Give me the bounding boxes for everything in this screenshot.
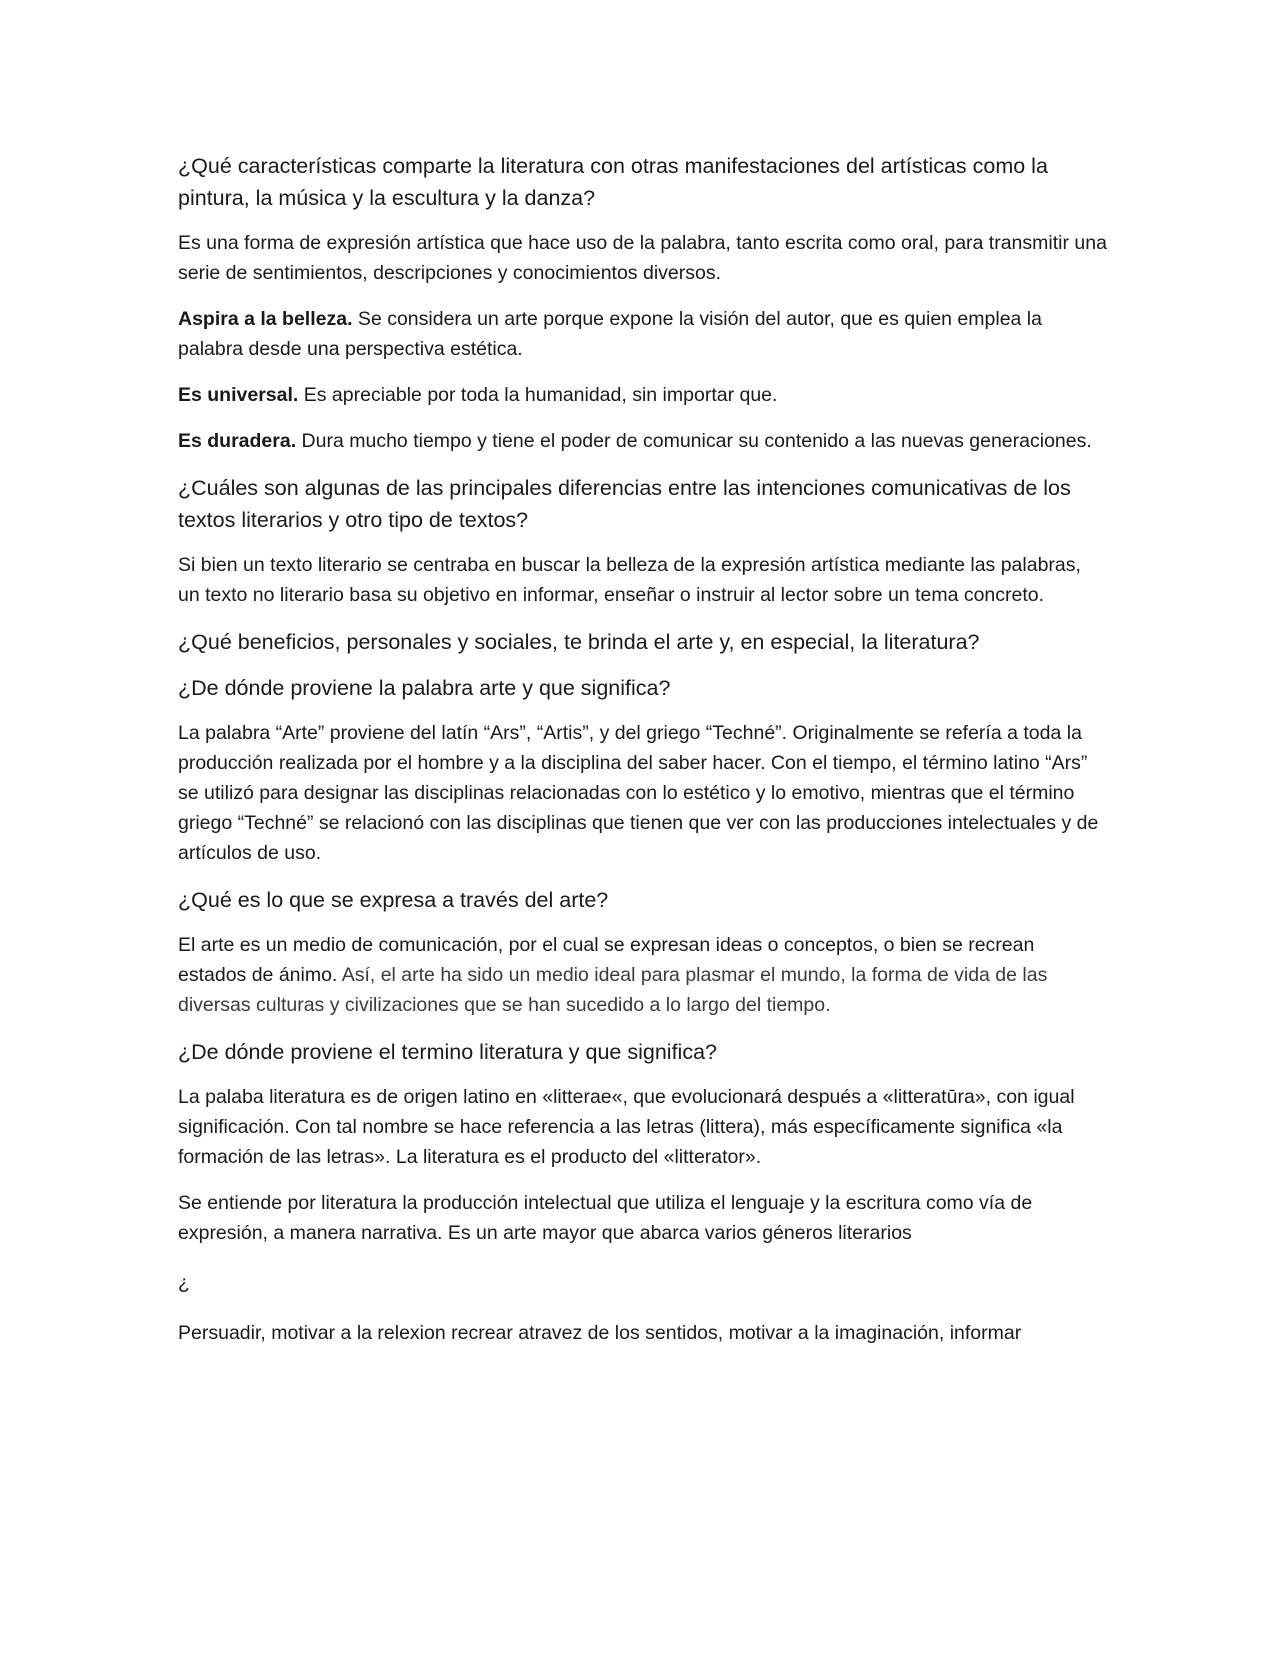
paragraph-2-bold: Aspira a la belleza. — [178, 308, 353, 330]
question-2: ¿Cuáles son algunas de las principales diferencias entre las intenciones comunicativas de los textos literarios y otro tipo de textos? — [178, 476, 1071, 532]
paragraph-4-text: Dura mucho tiempo y tiene el poder de comunicar su contenido a las nuevas generaciones. — [296, 430, 1092, 452]
paragraph-3-bold: Es universal. — [178, 384, 299, 406]
paragraph-4-bold: Es duradera. — [178, 430, 297, 452]
paragraph-7-a: El arte es un medio de comunicación, por el cual se expresan ideas o conceptos, o bien se recrean estados de ánimo. — [178, 934, 1035, 986]
paragraph-7-b: Así, el arte ha sido un medio ideal para plasmar el mundo, la forma de vida de las diversas culturas y civilizaciones que se han sucedido a lo largo del tiempo. — [178, 964, 1048, 1016]
paragraph-5: Si bien un texto literario se centraba en buscar la belleza de la expresión artística mediante las palabras, un texto no literario basa su objetivo en informar, enseñar o instruir al lector sobre un tema concreto. — [178, 554, 1081, 606]
paragraph-1: Es una forma de expresión artística que hace uso de la palabra, tanto escrita como oral, para transmitir una serie de sentimientos, descripciones y conocimientos diversos. — [178, 232, 1107, 284]
paragraph-10: ¿ — [178, 1272, 190, 1294]
paragraph-6: La palabra “Arte” proviene del latín “Ars”, “Artis”, y del griego “Techné”. Originalmente se refería a toda la producción realizada por el hombre y a la disciplina del saber hacer. Con el tiempo, el término latino “Ars” se utilizó para designar las disciplinas relacionadas con lo estético y lo emotivo, mientras que el término griego “Techné” se relacionó con las disciplinas que tienen que ver con las producciones intelectuales y de artículos de uso. — [178, 722, 1099, 864]
question-5: ¿Qué es lo que se expresa a través del arte? — [178, 888, 609, 912]
paragraph-8: La palaba literatura es de origen latino en «litterae«, que evolucionará después a «litteratūra», con igual significación. Con tal nombre se hace referencia a las letras (littera), más específicamente significa «la formación de las letras». La literatura es el producto del «litterator». — [178, 1086, 1075, 1168]
question-3: ¿Qué beneficios, personales y sociales, te brinda el arte y, en especial, la literatura? — [178, 630, 980, 654]
paragraph-4 — [178, 426, 1108, 456]
paragraph-2 — [178, 304, 1108, 364]
paragraph-3 — [178, 380, 1108, 410]
document-body — [178, 150, 1108, 1364]
paragraph-7 — [178, 930, 1108, 1020]
paragraph-11: Persuadir, motivar a la relexion recrear atravez de los sentidos, motivar a la imaginación, informar — [178, 1322, 1022, 1344]
question-1: ¿Qué características comparte la literatura con otras manifestaciones del artísticas como la pintura, la música y la escultura y la danza? — [178, 154, 1048, 210]
paragraph-9: Se entiende por literatura la producción intelectual que utiliza el lenguaje y la escritura como vía de expresión, a manera narrativa. Es un arte mayor que abarca varios géneros literarios — [178, 1192, 1033, 1244]
question-6: ¿De dónde proviene el termino literatura y que significa? — [178, 1040, 717, 1064]
question-4: ¿De dónde proviene la palabra arte y que significa? — [178, 676, 671, 700]
paragraph-3-text: Es apreciable por toda la humanidad, sin importar que. — [298, 384, 778, 406]
paragraph-2-text: Se considera un arte porque expone la visión del autor, que es quien emplea la palabra desde una perspectiva estética. — [178, 308, 1042, 360]
